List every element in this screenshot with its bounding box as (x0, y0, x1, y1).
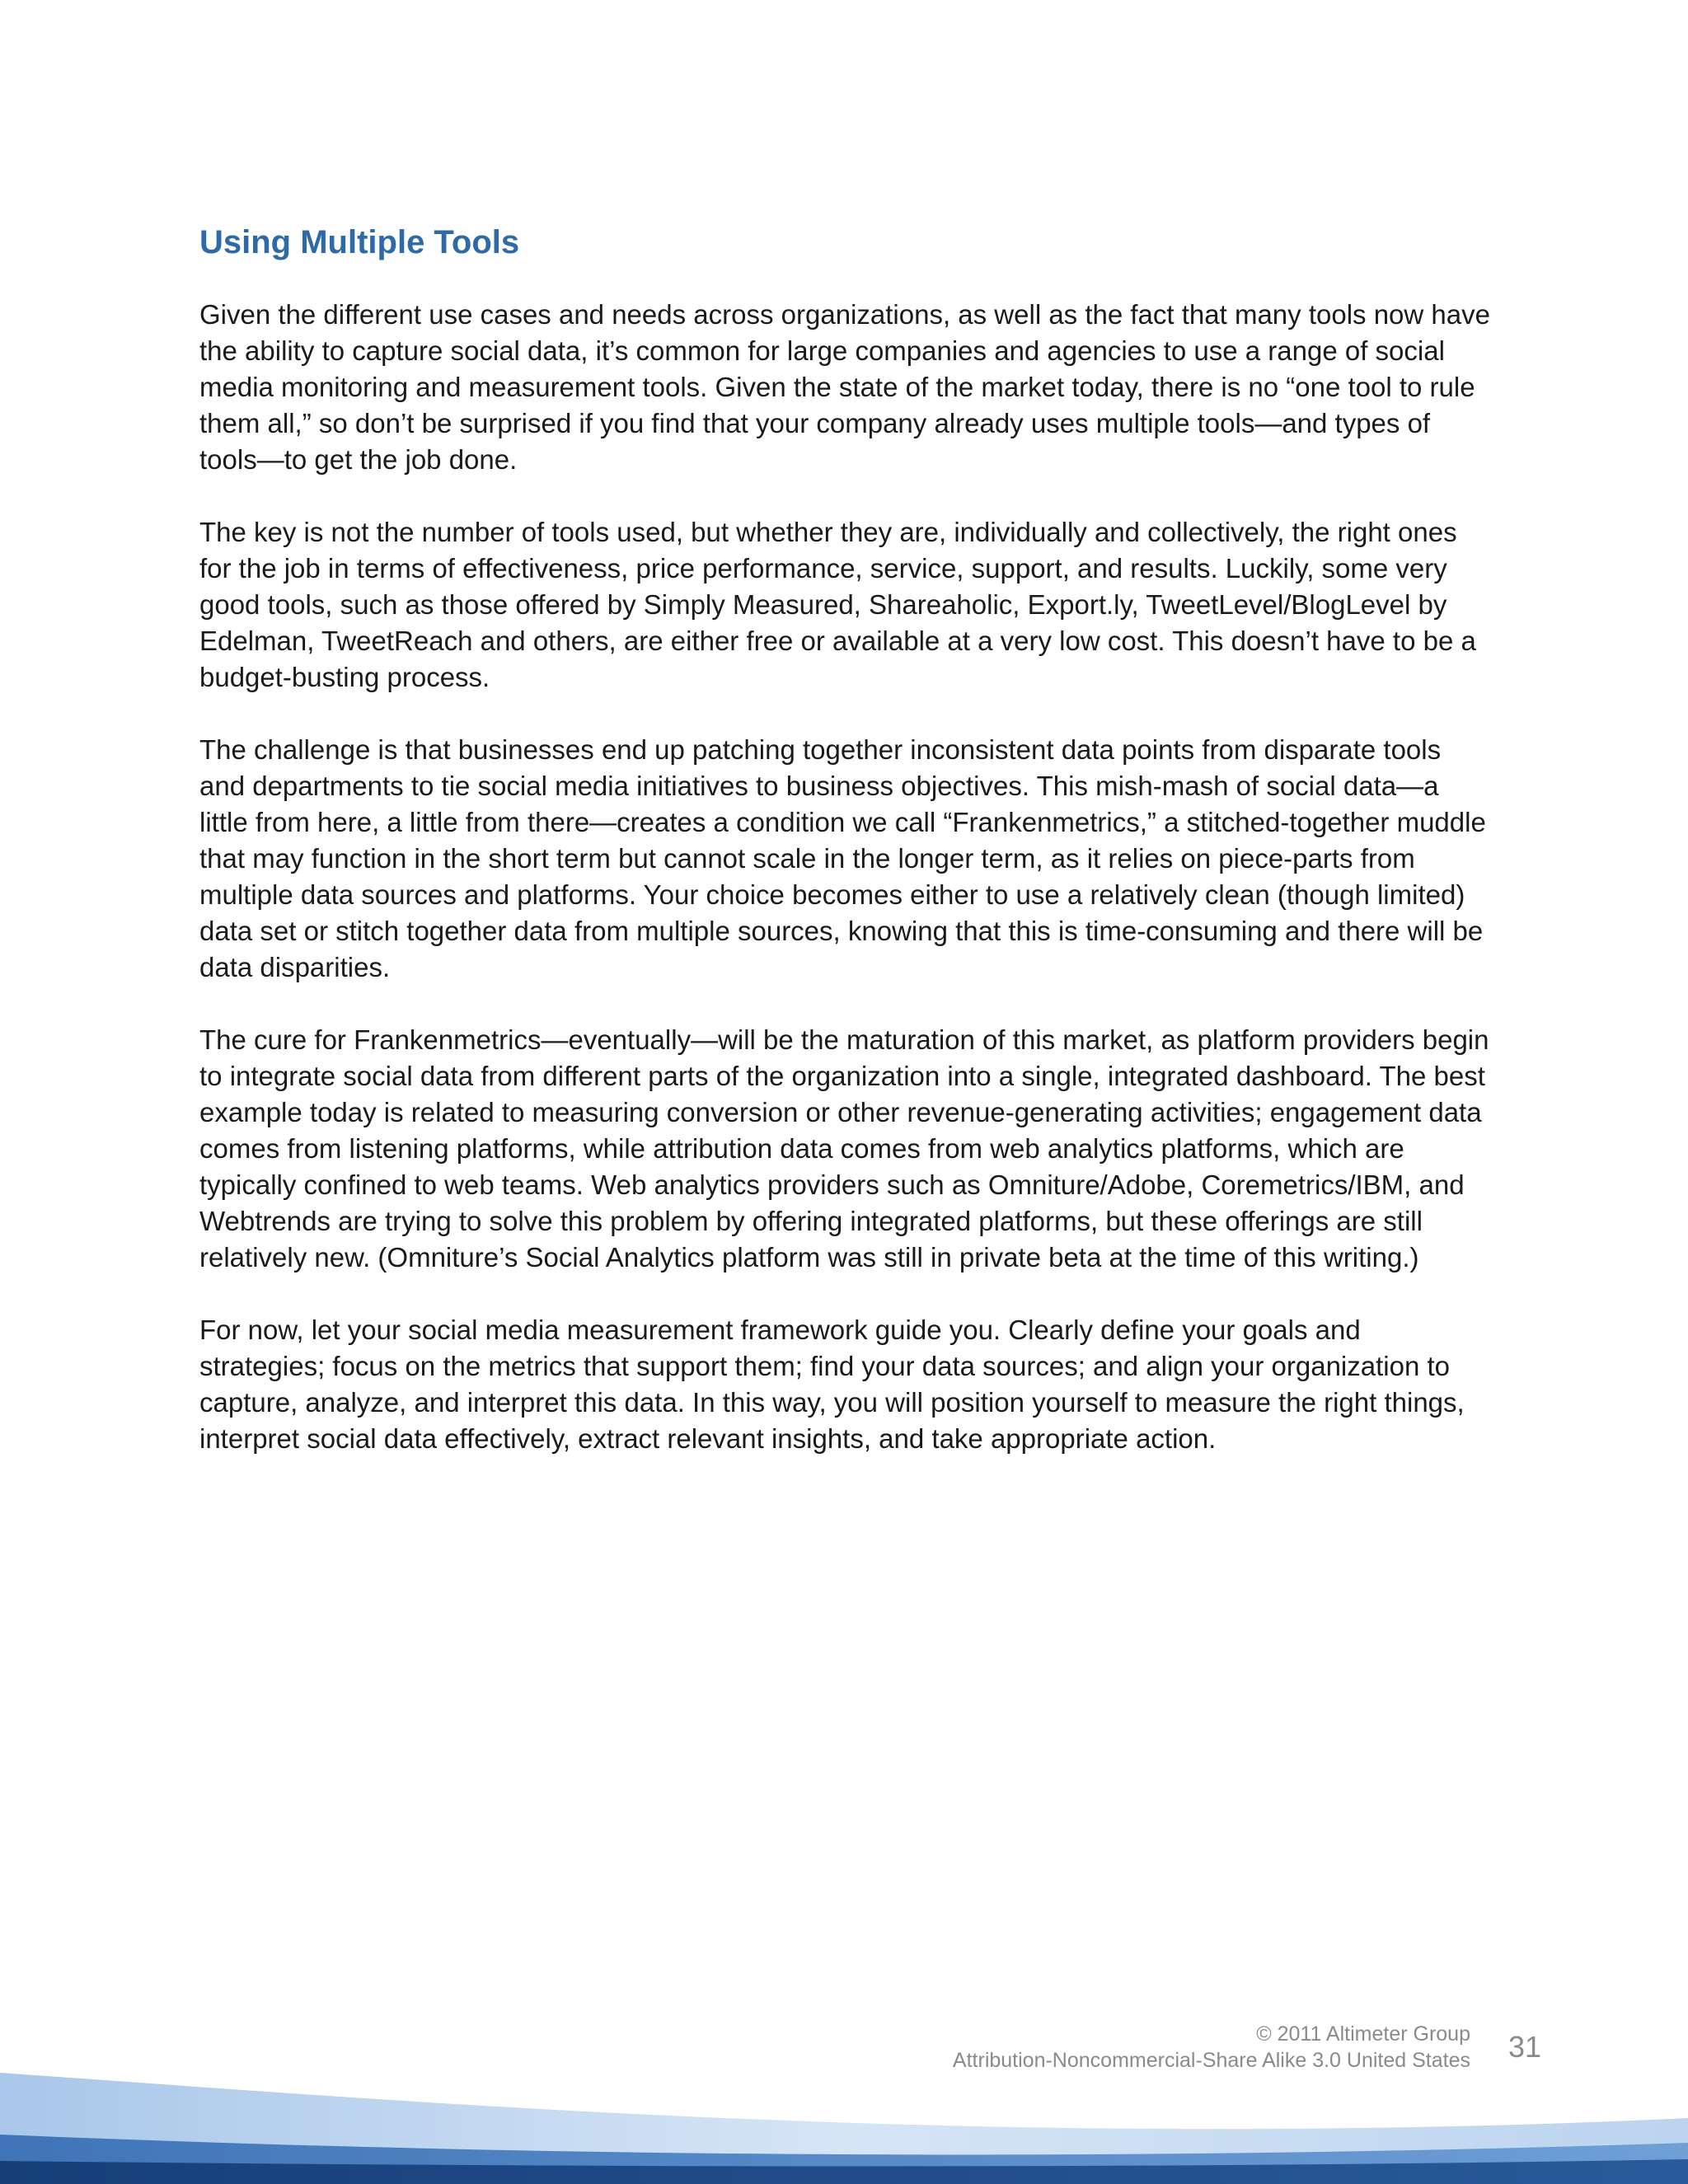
page-content (199, 223, 1493, 1493)
paragraph-2: The key is not the number of tools used, but whether they are, individually and collectively, the right ones for the job in terms of effectiveness, price performance, service, support, and results. Luckily, some very good tools, such as those offered by Simply Measured, Shareaholic, Export.ly, TweetLevel/BlogLevel by Edelman, TweetReach and others, are either free or available at a very low cost. This doesn’t have to be a budget-busting process. (199, 517, 1476, 692)
page-number: 31 (1508, 2030, 1542, 2064)
paragraph-3: The challenge is that businesses end up patching together inconsistent data points from disparate tools and departments to tie social media initiatives to business objectives. This mish-mash of social data—a little from here, a little from there—creates a condition we call “Frankenmetrics,” a stitched-together muddle that may function in the short term but cannot scale in the longer term, as it relies on piece-parts from multiple data sources and platforms. Your choice becomes either to use a relatively clean (though limited) data set or stitch together data from multiple sources, knowing that this is time-consuming and there will be data disparities. (199, 734, 1486, 982)
footer-wave-decoration (0, 2019, 1688, 2184)
copyright-text: © 2011 Altimeter Group (1256, 2022, 1470, 2046)
paragraph-4: The cure for Frankenmetrics—eventually—will be the maturation of this market, as platform providers begin to integrate social data from different parts of the organization into a single, integrated dashboard. The best example today is related to measuring conversion or other revenue-generating activities; engagement data comes from listening platforms, while attribution data comes from web analytics platforms, which are typically confined to web teams. Web analytics providers such as Omniture/Adobe, Coremetrics/IBM, and Webtrends are trying to solve this problem by offering integrated platforms, but these offerings are still relatively new. (Omniture’s Social Analytics platform was still in private beta at the time of this writing.) (199, 1024, 1489, 1272)
license-text: Attribution-Noncommercial-Share Alike 3.0 United States (952, 2049, 1470, 2072)
paragraph-1: Given the different use cases and needs across organizations, as well as the fact that many tools now have the ability to capture social data, it’s common for large companies and agencies to use a range of social media monitoring and measurement tools. Given the state of the market today, there is no “one tool to rule them all,” so don’t be surprised if you find that your company already uses multiple tools—and types of tools—to get the job done. (199, 299, 1490, 475)
section-heading: Using Multiple Tools (199, 224, 520, 260)
paragraph-5: For now, let your social media measurement framework guide you. Clearly define your goals and strategies; focus on the metrics that support them; find your data sources; and align your organization to capture, analyze, and interpret this data. In this way, you will position yourself to measure the right things, interpret social data effectively, extract relevant insights, and take appropriate action. (199, 1315, 1465, 1454)
